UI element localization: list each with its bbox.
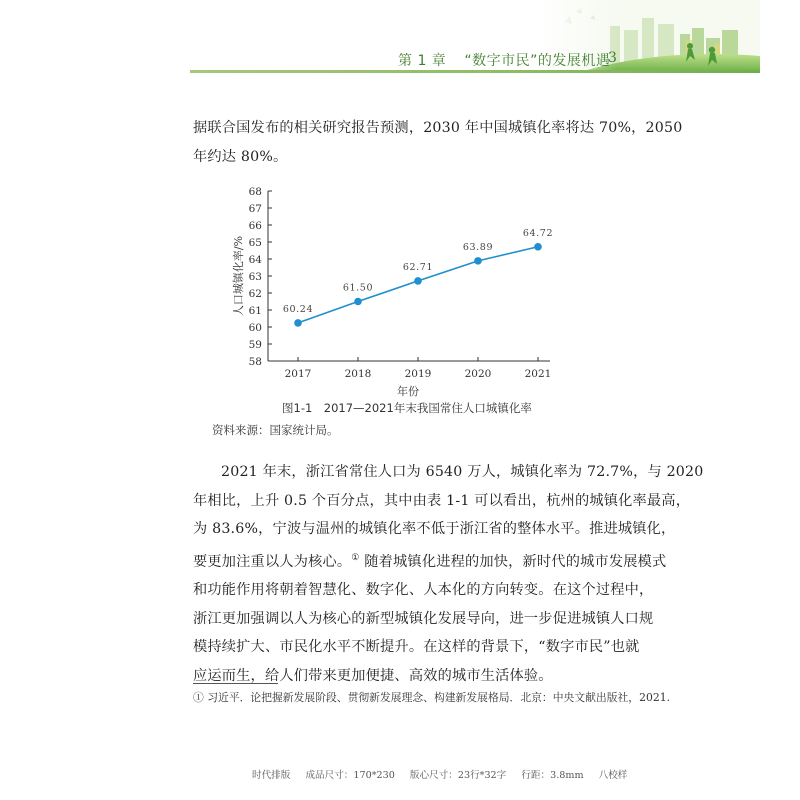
print-proof: 八校样 xyxy=(598,770,628,781)
body-line-6: 浙江更加强调以人为核心的新型城镇化发展导向，进一步促进城镇人口规 xyxy=(193,610,654,627)
print-size: 成品尺寸：170*230 xyxy=(305,770,395,781)
footnote: ① 习近平．论把握新发展阶段、贯彻新发展理念、构建新发展格局．北京：中央文献出版社，2021. xyxy=(193,691,671,704)
intro-paragraph xyxy=(193,114,683,171)
chart-canvas xyxy=(220,180,560,400)
body-line-3: 为 83.6%，宁波与温州的城镇化率不低于浙江省的整体水平。推进城镇化， xyxy=(193,521,676,537)
urbanization-line-chart xyxy=(220,180,560,400)
y-tick-label: 68 xyxy=(248,186,262,198)
data-label: 60.24 xyxy=(282,303,314,315)
x-tick-label: 2019 xyxy=(404,368,432,380)
running-header xyxy=(398,50,610,70)
data-point xyxy=(354,298,362,306)
x-axis-title: 年份 xyxy=(397,385,419,398)
y-tick-label: 66 xyxy=(248,220,262,232)
x-tick-label: 2020 xyxy=(464,368,492,380)
body-line-7: 模持续扩大、市民化水平不断提升。在这样的背景下，“数字市民”也就 xyxy=(193,639,640,655)
data-point xyxy=(534,243,542,251)
body-line-5: 和功能作用将朝着智慧化、数字化、人本化的方向转变。在这个过程中， xyxy=(193,582,654,598)
chapter-title: “数字市民”的发展机遇 xyxy=(464,53,611,69)
data-point xyxy=(294,319,302,327)
data-label: 64.72 xyxy=(522,227,554,239)
page-number: 3 xyxy=(608,50,617,66)
y-tick-label: 63 xyxy=(248,271,262,283)
body-line-1: 2021 年末，浙江省常住人口为 6540 万人，城镇化率为 72.7%，与 2020 xyxy=(221,464,704,480)
y-tick-label: 60 xyxy=(248,322,262,334)
x-tick-label: 2017 xyxy=(284,368,312,380)
body-line-8: 应运而生，给人们带来更加便捷、高效的城市生活体验。 xyxy=(193,667,553,684)
y-axis-title: 人口城镇化率/% xyxy=(232,235,245,317)
body-paragraph xyxy=(193,458,704,690)
print-info xyxy=(252,767,639,781)
body-line-2: 年相比，上升 0.5 个百分点，其中由表 1-1 可以看出，杭州的城镇化率最高， xyxy=(193,492,691,509)
print-spacing: 行距：3.8mm xyxy=(521,770,584,781)
y-tick-label: 58 xyxy=(248,356,262,368)
intro-line-1: 据联合国发布的相关研究报告预测，2030 年中国城镇化率将达 70%，2050 xyxy=(193,120,683,136)
intro-line-2: 年约达 80%。 xyxy=(193,148,288,165)
footnote-reference[interactable]: ① xyxy=(351,552,360,563)
data-label: 63.89 xyxy=(462,241,494,253)
data-point xyxy=(414,277,422,285)
data-point xyxy=(474,257,482,265)
figure-source: 资料来源：国家统计局。 xyxy=(212,423,339,437)
figure-caption: 图1-1 2017—2021年末我国常住人口城镇化率 xyxy=(282,401,532,415)
data-line xyxy=(298,247,538,323)
chapter-number: 第 1 章 xyxy=(398,53,447,69)
y-tick-label: 62 xyxy=(248,288,262,300)
x-tick-label: 2018 xyxy=(344,368,372,380)
print-publisher: 时代排版 xyxy=(252,770,291,781)
y-tick-label: 65 xyxy=(248,237,262,249)
data-label: 61.50 xyxy=(342,282,374,294)
body-line-4 xyxy=(193,544,667,577)
data-label: 62.71 xyxy=(402,261,434,273)
y-tick-label: 64 xyxy=(248,254,262,266)
y-tick-label: 59 xyxy=(248,339,262,351)
body-line-4b: 随着城镇化进程的加快，新时代的城市发展模式 xyxy=(364,553,667,570)
x-tick-label: 2021 xyxy=(524,368,552,380)
y-tick-label: 67 xyxy=(248,203,262,215)
print-layout: 版心尺寸：23行*32字 xyxy=(409,770,507,781)
y-tick-label: 61 xyxy=(248,305,262,317)
body-line-4a: 要更加注重以人为核心。 xyxy=(193,553,352,570)
footnote-rule xyxy=(193,683,278,684)
header-rule xyxy=(190,70,760,73)
